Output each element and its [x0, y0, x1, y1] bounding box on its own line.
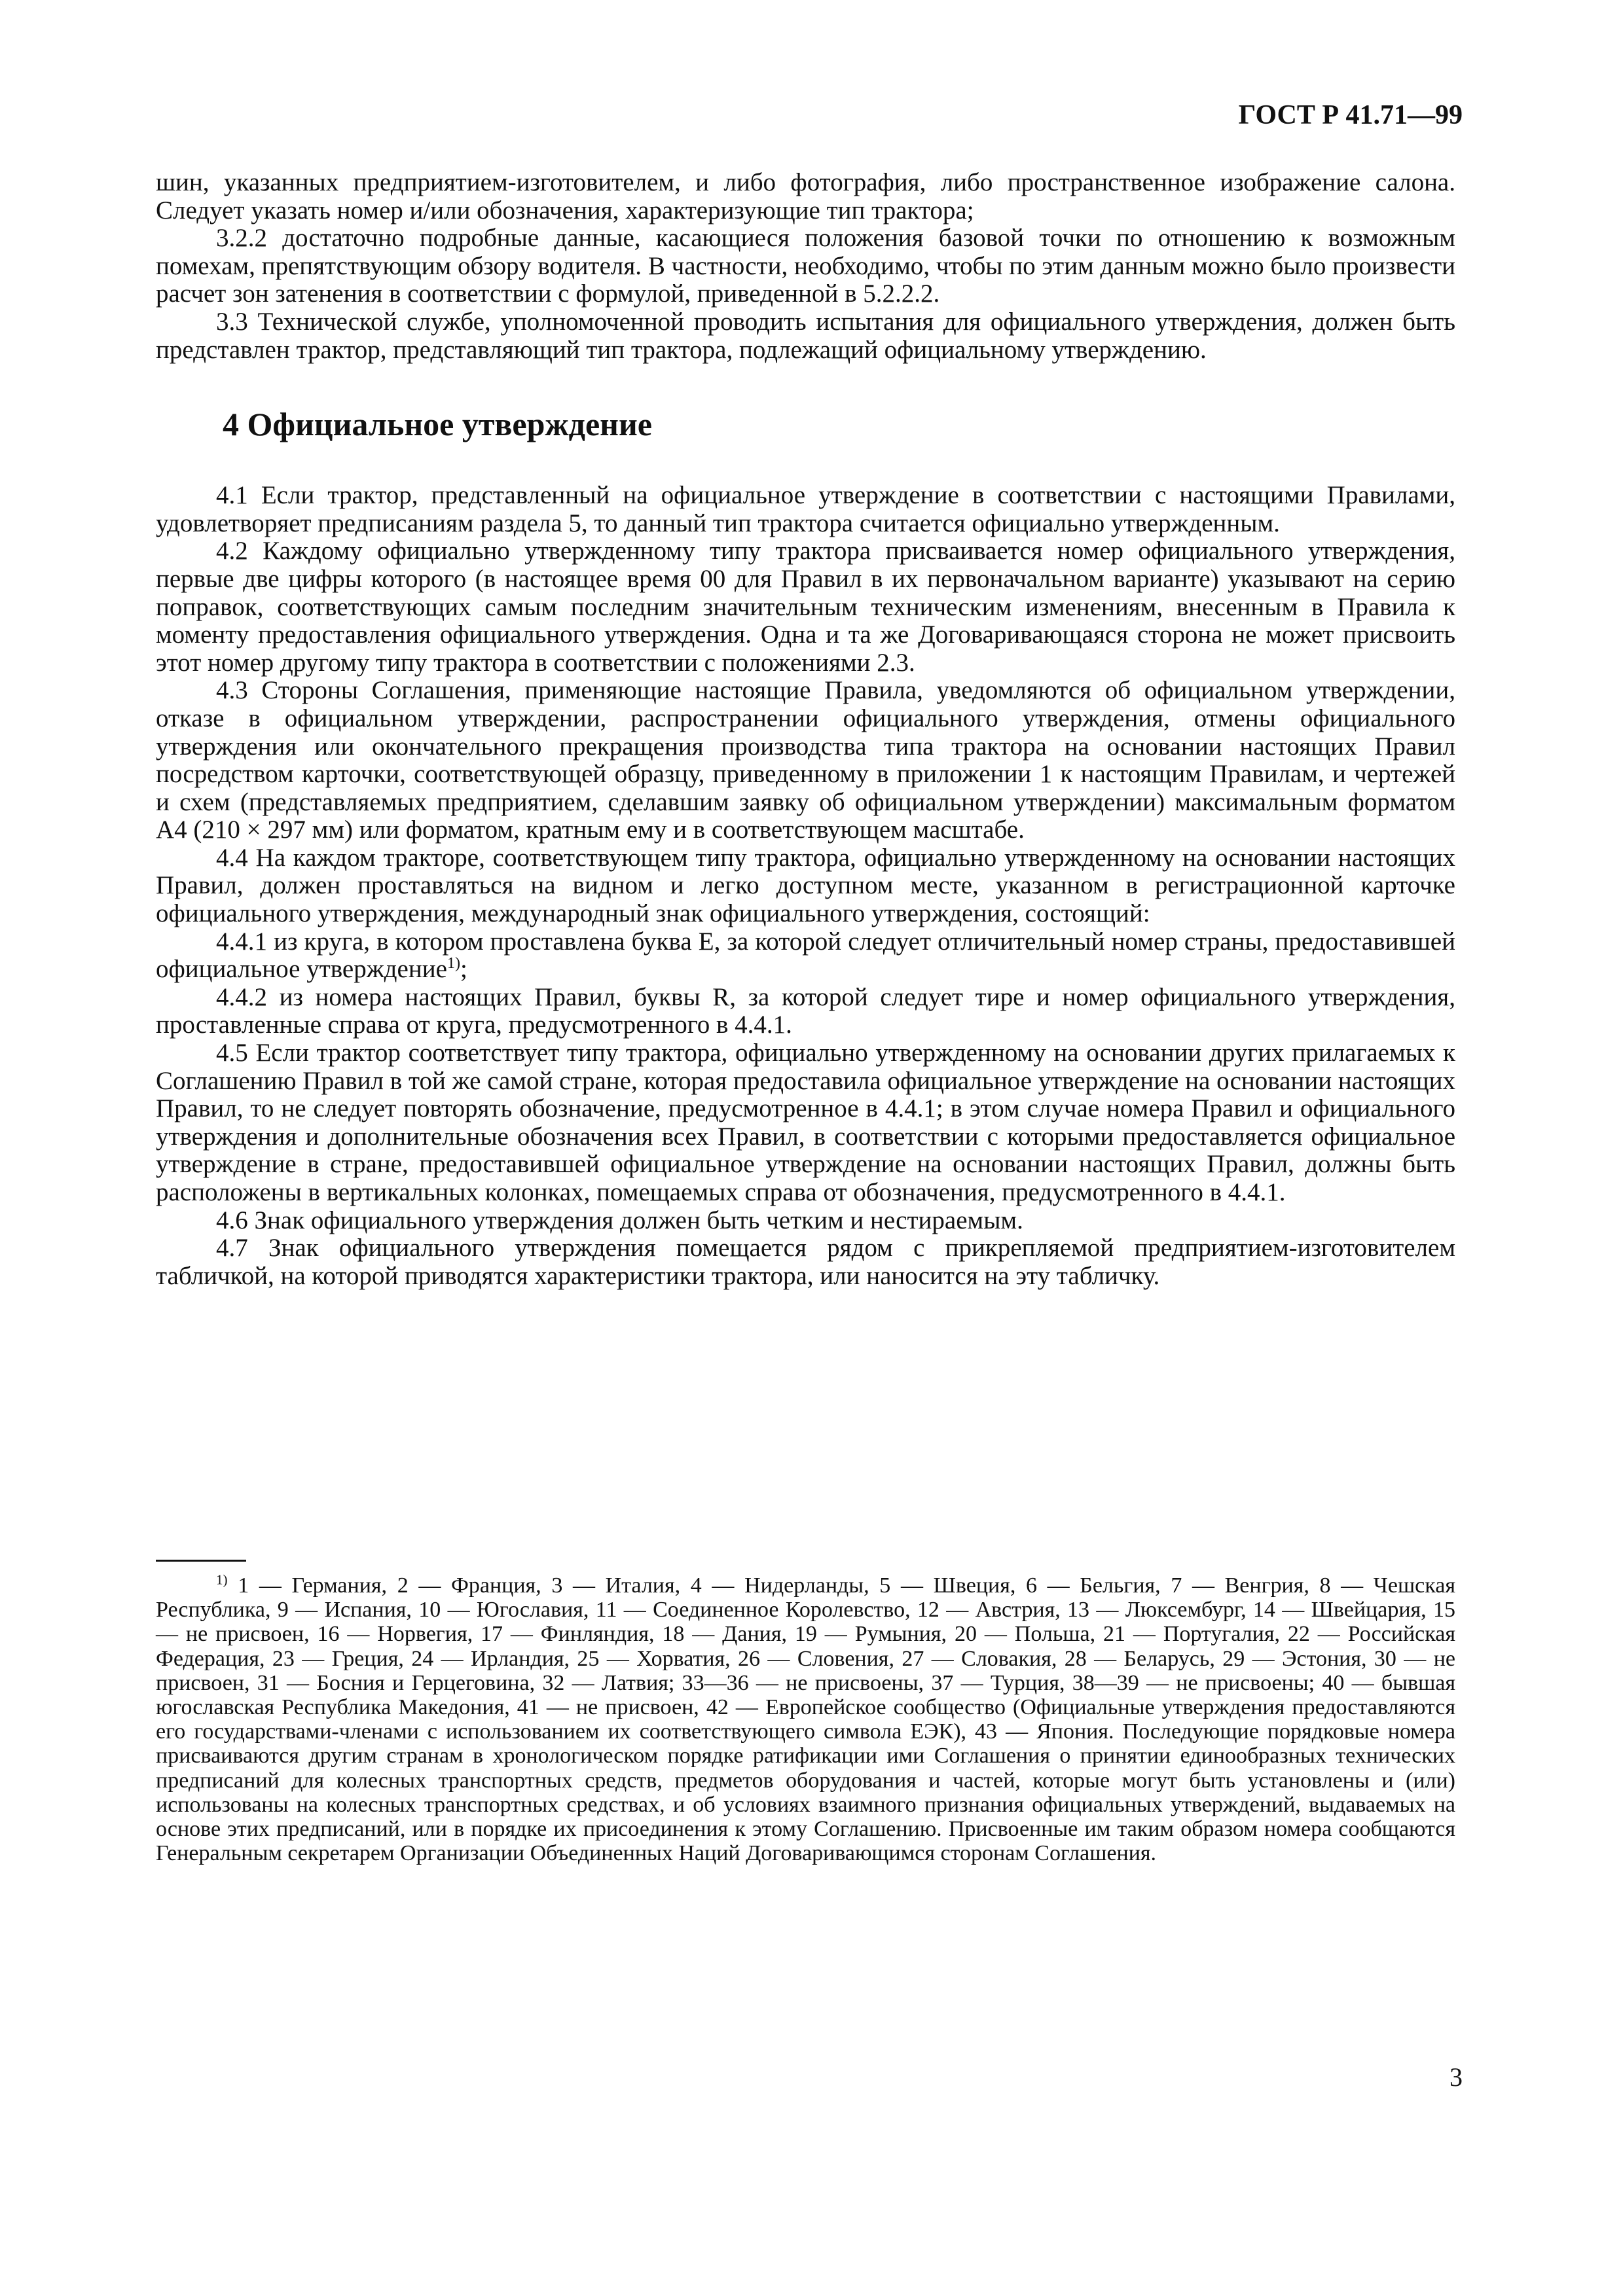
paragraph-4-3: 4.3 Стороны Соглашения, применяющие настоящие Правила, уведомляются об официальном утверждении, отказе в официальном утверждении, распространении официального утверждения, отмены официального утверждения или окончательного прекращения производства типа трактора на основании настоящих Правил посредством карточки, соответствующей образцу, приведенному в приложении 1 к настоящим Правилам, и чертежей и схем (представляемых предприятием, сделавшим заявку об официальном утверждении) максимальным форматом А4 (210 × 297 мм) или форматом, кратным ему и в соответствующем масштабе. [156, 676, 1455, 844]
paragraph-4-4-2: 4.4.2 из номера настоящих Правил, буквы R, за которой следует тире и номер официального утверждения, проставленные справа от круга, предусмотренного в 4.4.1. [156, 982, 1455, 1039]
paragraph-continuation: шин, указанных предприятием-изготовителем, и либо фотография, либо пространственное изображение салона. Следует указать номер и/или обозначения, характеризующие тип трактора; [156, 168, 1455, 224]
paragraph-4-1: 4.1 Если трактор, представленный на официальное утверждение в соответствии с настоящими Правилами, удовлетворяет предписаниям раздела 5, то данный тип трактора считается официально утвержденным. [156, 481, 1455, 537]
document-body [156, 169, 1455, 1290]
paragraph-3-2-2: 3.2.2 достаточно подробные данные, касающиеся положения базовой точки по отношению к возможным помехам, препятствующим обзору водителя. В частности, необходимо, чтобы по этим данным можно было произвести расчет зон затенения в соответствии с формулой, приведенной в 5.2.2.2. [156, 224, 1455, 308]
footnote [156, 1573, 1455, 1865]
paragraph-4-7: 4.7 Знак официального утверждения помещается рядом с прикрепляемой предприятием-изготовителем табличкой, на которой приводятся характеристики трактора, или наносится на эту табличку. [156, 1234, 1455, 1290]
footnote-divider [156, 1560, 246, 1562]
paragraph-4-2: 4.2 Каждому официально утвержденному типу трактора присваивается номер официального утверждения, первые две цифры которого (в настоящее время 00 для Правил в их первоначальном варианте) указывают на серию поправок, соответствующих самым последним значительным техническим изменениям, внесенным в Правила к моменту предоставления официального утверждения. Одна и та же Договаривающаяся сторона не может присвоить этот номер другому типу трактора в соответствии с положениями 2.3. [156, 537, 1455, 677]
footnote-marker: 1) [216, 1571, 228, 1588]
paragraph-4-4-1-text: 4.4.1 из круга, в котором проставлена буква Е, за которой следует отличительный номер страны, предоставившей официальное утверждение [156, 927, 1455, 984]
document-code-header: ГОСТ Р 41.71—99 [1238, 100, 1463, 130]
footnote-reference[interactable]: 1) [447, 954, 461, 973]
section-heading: 4 Официальное утверждение [223, 406, 652, 443]
paragraph-4-4-1-end: ; [460, 955, 467, 984]
footnote-text: 1 — Германия, 2 — Франция, 3 — Италия, 4 — Нидерланды, 5 — Швеция, 6 — Бельгия, 7 — Венгрия, 8 — Чешская Республика, 9 — Испания, 10 — Югославия, 11 — Соединенное Королевство, 12 — Австрия, 13 — Люксембург, 14 — Швейцария, 15 — не присвоен, 16 — Норвегия, 17 — Финляндия, 18 — Дания, 19 — Румыния, 20 — Польша, 21 — Португалия, 22 — Российская Федерация, 23 — Греция, 24 — Ирландия, 25 — Хорватия, 26 — Словения, 27 — Словакия, 28 — Беларусь, 29 — Эстония, 30 — не присвоен, 31 — Босния и Герцеговина, 32 — Латвия; 33—36 — не присвоены, 37 — Турция, 38—39 — не присвоены; 40 — бывшая югославская Республика Македония, 41 — не присвоен, 42 — Европейское сообщество (Официальные утверждения предоставляются его государствами-членами с использованием их соответствующего символа ЕЭК), 43 — Япония. Последующие порядковые номера присваиваются другим странам в хронологическом порядке ратификации ими Соглашения о принятии единообразных технических предписаний для колесных транспортных средств, предметов оборудования и частей, которые могут быть установлены и (или) использованы на колесных транспортных средствах, и об условиях взаимного признания официальных утверждений, выдаваемых на основе этих предписаний, или в порядке их присоединения к этому Соглашению. Присвоенные им таким образом номера сообщаются Генеральным секретарем Организации Объединенных Наций Договаривающимся сторонам Соглашения. [156, 1573, 1455, 1866]
page-number: 3 [1450, 2062, 1463, 2092]
paragraph-4-6: 4.6 Знак официального утверждения должен быть четким и нестираемым. [216, 1206, 1023, 1234]
paragraph-3-3: 3.3 Технической службе, уполномоченной проводить испытания для официального утверждения, должен быть представлен трактор, представляющий тип трактора, подлежащий официальному утверждению. [156, 307, 1455, 364]
paragraph-4-4: 4.4 На каждом тракторе, соответствующем типу трактора, официально утвержденному на основании настоящих Правил, должен проставляться на видном и легко доступном месте, указанном в регистрационной карточке официального утверждения, международный знак официального утверждения, состоящий: [156, 843, 1455, 928]
paragraph-4-5: 4.5 Если трактор соответствует типу трактора, официально утвержденному на основании других прилагаемых к Соглашению Правил в той же самой стране, которая предоставила официальное утверждение на основании настоящих Правил, то не следует повторять обозначение, предусмотренное в 4.4.1; в этом случае номера Правил и официального утверждения и дополнительные обозначения всех Правил, в соответствии с которыми предоставляется официальное утверждение в стране, предоставившей официальное утверждение на основании настоящих Правил, должны быть расположены в вертикальных колонках, помещаемых справа от обозначения, предусмотренного в 4.4.1. [156, 1039, 1455, 1206]
paragraph-4-4-1 [156, 928, 1455, 984]
